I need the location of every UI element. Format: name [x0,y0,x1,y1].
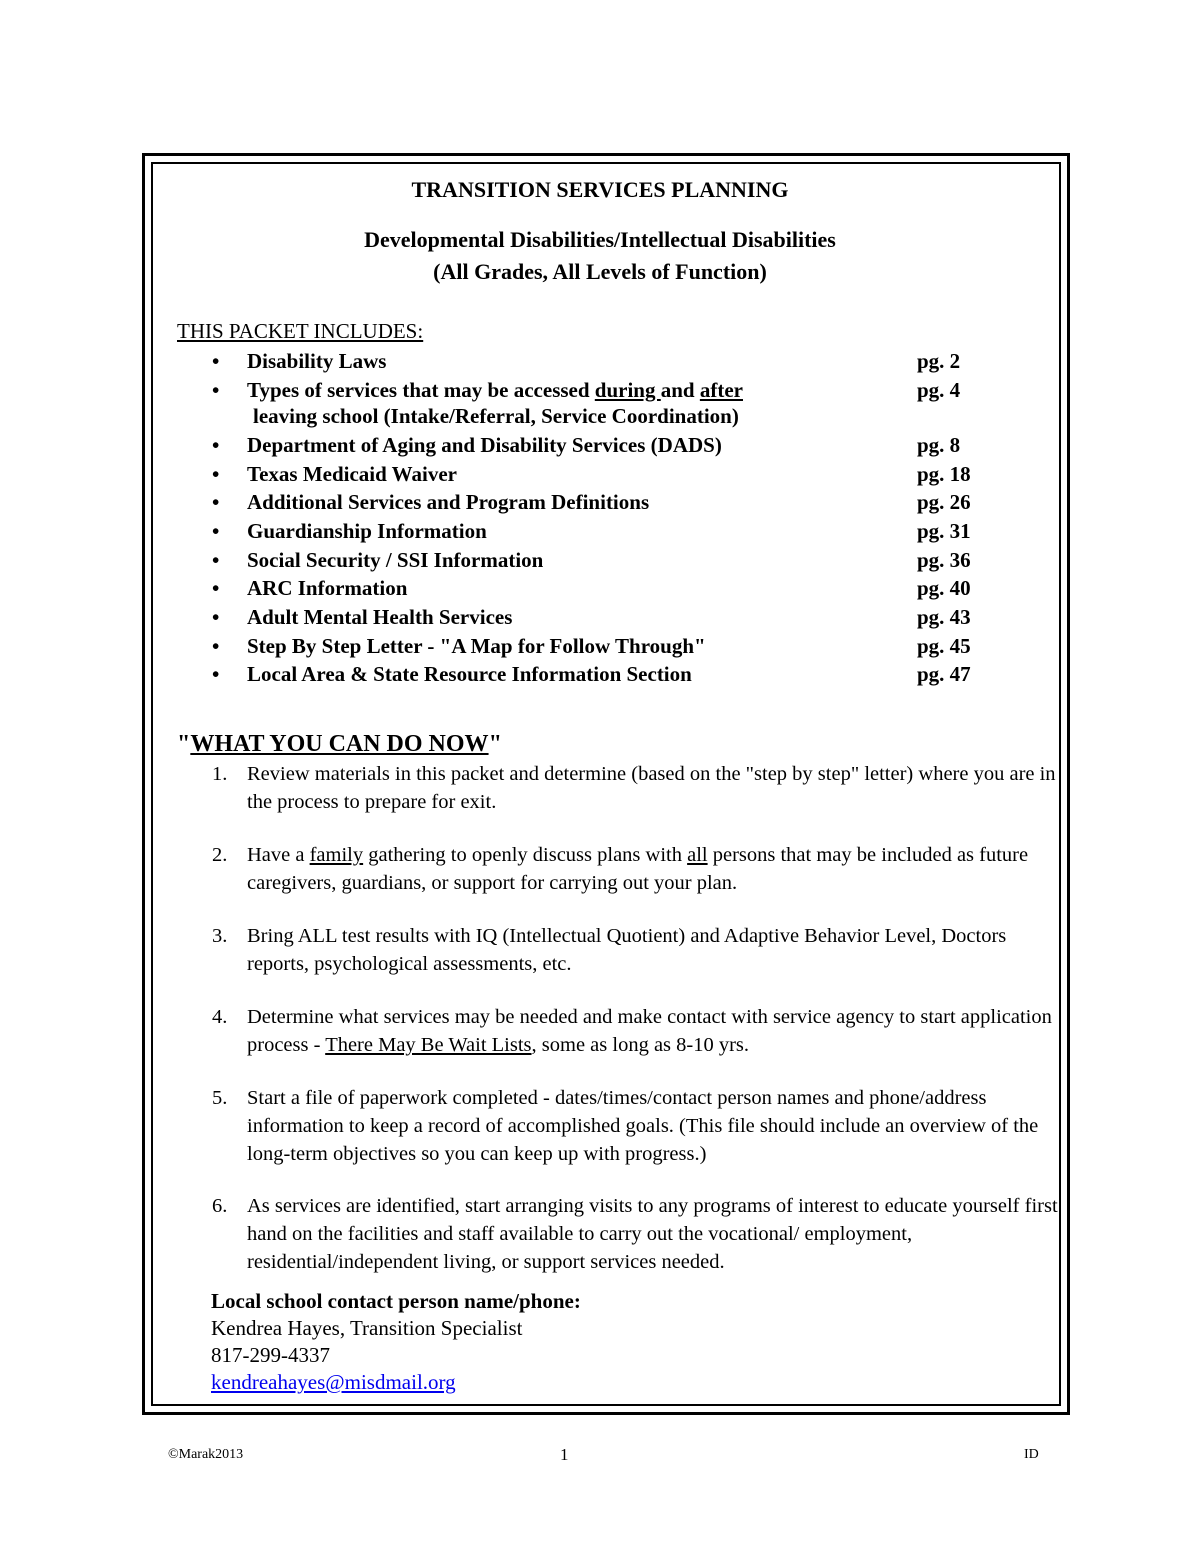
step-number: 3. [212,925,228,947]
item-label: Guardianship Information [247,519,487,543]
step-text: Determine what services may be needed and make contact with service agency to start application process - There May Be Wait Lists, some as long as 8-10 yrs. [247,1006,1052,1056]
step-text: Review materials in this packet and determine (based on the "step by step" letter) where you are in the process to prepare for exit. [247,763,1056,813]
contact-phone: 817-299-4337 [211,1343,330,1367]
contact-email-link[interactable]: kendreahayes@misdmail.org [211,1370,456,1394]
item-page: pg. 31 [917,519,971,543]
step-number: 6. [212,1195,228,1217]
step-number: 4. [212,1006,228,1028]
item-label: Disability Laws [247,349,387,373]
what-you-can-do-heading: "WHAT YOU CAN DO NOW" [177,731,502,757]
bullet-icon: • [212,605,220,629]
item-label: Step By Step Letter - "A Map for Follow Through" [247,634,706,658]
item-page: pg. 47 [917,662,971,686]
item-page: pg. 4 [917,378,961,402]
step-number: 5. [212,1087,228,1109]
contact-label: Local school contact person name/phone: [211,1289,581,1313]
item-page: pg. 36 [917,548,971,572]
footer-code: ID [1024,1447,1039,1462]
bullet-icon: • [212,462,220,486]
item-page: pg. 45 [917,634,971,658]
item-label: Department of Aging and Disability Services (DADS) [247,433,722,457]
includes-heading: THIS PACKET INCLUDES: [177,319,424,343]
contact-name: Kendrea Hayes, Transition Specialist [211,1316,523,1340]
step-number: 2. [212,844,228,866]
item-label: Adult Mental Health Services [247,605,513,629]
item-page: pg. 18 [917,462,971,486]
document-scope: (All Grades, All Levels of Function) [433,259,767,284]
step-number: 1. [212,763,228,785]
bullet-icon: • [212,662,220,686]
item-page: pg. 2 [917,349,961,373]
contents-list [0,0,1200,700]
item-page: pg. 26 [917,490,971,514]
step-text: Bring ALL test results with IQ (Intellectual Quotient) and Adaptive Behavior Level, Doctors reports, psychological assessments, etc. [247,925,1007,975]
bullet-icon: • [212,519,220,543]
item-page: pg. 43 [917,605,971,629]
item-label: ARC Information [247,576,408,600]
document-subtitle: Developmental Disabilities/Intellectual Disabilities [364,227,836,252]
step-text: Have a family gathering to openly discuss plans with all persons that may be included as future caregivers, guardians, or support for carrying out your plan. [247,844,1029,894]
step-text: Start a file of paperwork completed - dates/times/contact person names and phone/address information to keep a record of accomplished goals. (This file should include an overview of the long-term objectives so you can keep up with progress.) [247,1087,1039,1165]
bullet-icon: • [212,490,220,514]
bullet-icon: • [212,576,220,600]
item-label: Additional Services and Program Definitions [247,490,650,514]
bullet-icon: • [212,433,220,457]
item-label: Texas Medicaid Waiver [247,462,457,486]
bullet-icon: • [212,349,220,373]
item-page: pg. 8 [917,433,961,457]
footer-page-number: 1 [560,1445,569,1464]
step-text: As services are identified, start arranging visits to any programs of interest to educate yourself first hand on the facilities and staff available to carry out the vocational/ employment, residential/independent living, or support services needed. [247,1195,1058,1273]
bullet-icon: • [212,378,220,402]
bullet-icon: • [212,634,220,658]
footer-copyright: ©Marak2013 [168,1447,244,1462]
item-label: Local Area & State Resource Information Section [247,662,692,686]
item-page: pg. 40 [917,576,971,600]
document-title: TRANSITION SERVICES PLANNING [411,177,789,202]
item-label: Social Security / SSI Information [247,548,544,572]
bullet-icon: • [212,548,220,572]
item-label: Types of services that may be accessed during and after [247,378,743,402]
item-label-continuation: leaving school (Intake/Referral, Service Coordination) [253,404,739,428]
